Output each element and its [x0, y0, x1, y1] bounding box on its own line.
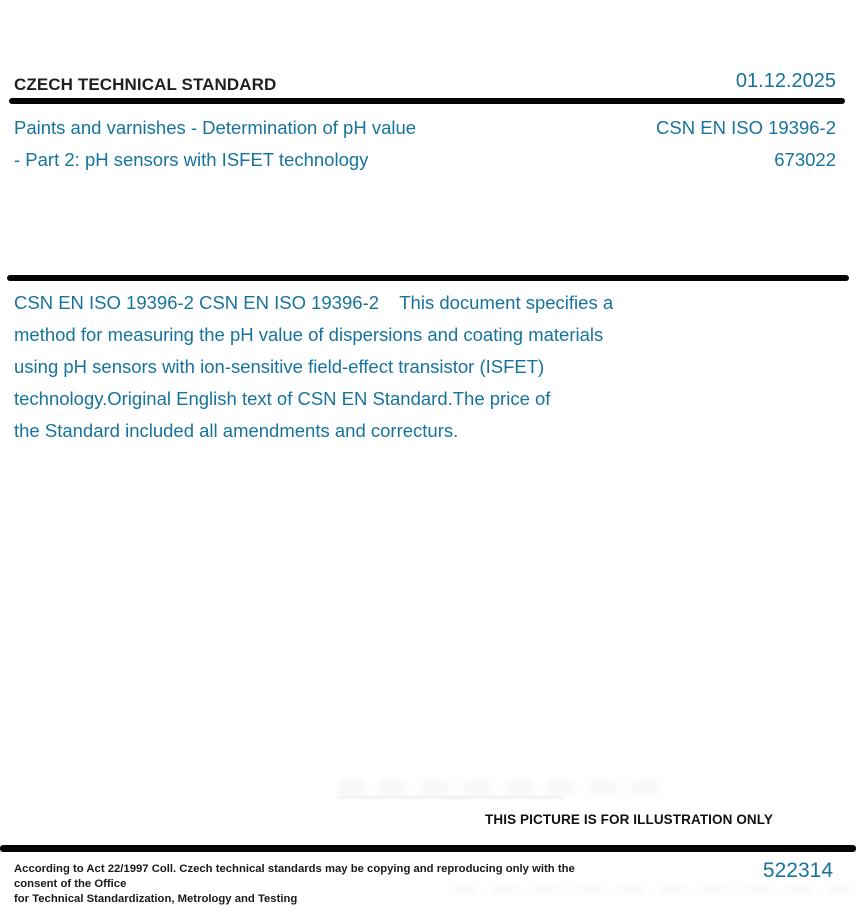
standard-code: CSN EN ISO 19396-2	[656, 117, 836, 138]
faint-watermark	[338, 780, 660, 795]
footer-divider	[0, 845, 856, 852]
section-divider	[7, 275, 849, 281]
order-number: 522314	[762, 859, 833, 882]
document-codes	[656, 112, 836, 176]
faint-watermark-underline	[338, 796, 564, 799]
class-number: 673022	[774, 149, 836, 170]
abstract-text: CSN EN ISO 19396-2 CSN EN ISO 19396-2 This document specifies a method for measuring the pH value of dispersions and coating materials using pH sensors with ion-sensitive field-effect transistor (ISFET) technology.Original English text of CSN EN Standard.The price of the Standard included all amendments and correcturs.	[14, 292, 614, 441]
issue-date: 01.12.2025	[735, 70, 836, 92]
illustration-disclaimer: THIS PICTURE IS FOR ILLUSTRATION ONLY	[485, 812, 773, 827]
footer-legal-text: According to Act 22/1997 Coll. Czech technical standards may be copying and reproducing only with the consent of the Office for Technical Standardization, Metrology and Testing	[14, 863, 575, 905]
header-divider	[9, 98, 845, 104]
page-title: CZECH TECHNICAL STANDARD	[14, 75, 277, 94]
document-title: Paints and varnishes - Determination of pH value - Part 2: pH sensors with ISFET technology	[14, 117, 417, 170]
faint-watermark-bottom	[450, 884, 850, 894]
